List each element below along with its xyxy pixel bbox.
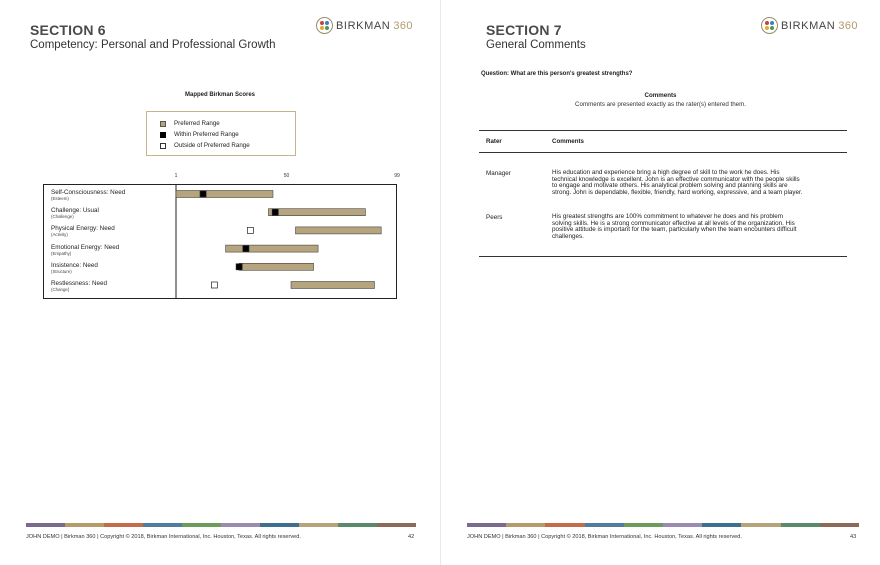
comment-line: positive attitude is important for the team, particularly when the team encounters difficult bbox=[552, 226, 797, 234]
footer-bar-segment bbox=[506, 523, 545, 527]
row-label bbox=[51, 225, 115, 237]
footer-text: JOHN DEMO | Birkman 360 | Copyright © 2018, Birkman International, Inc. Houston, Texas. All rights reserved. bbox=[26, 534, 301, 540]
birkman-logo bbox=[761, 17, 858, 34]
row-label-text: Self-Consciousness: Need bbox=[51, 189, 126, 196]
footer-bar-segment bbox=[26, 523, 65, 527]
row-label-text: Physical Energy: Need bbox=[51, 225, 115, 233]
row-label-sub: (Change) bbox=[51, 287, 70, 292]
logo-number: 360 bbox=[393, 19, 413, 32]
footer-text: JOHN DEMO | Birkman 360 | Copyright © 2018, Birkman International, Inc. Houston, Texas. All rights reserved. bbox=[467, 534, 742, 540]
footer-bar-segment bbox=[624, 523, 663, 527]
footer-bar-segment bbox=[820, 523, 859, 527]
legend-label: Within Preferred Range bbox=[174, 131, 239, 138]
footer-bar-segment bbox=[182, 523, 221, 527]
logo-number: 360 bbox=[838, 19, 858, 32]
comment-line: His education and experience bring a high degree of skill to the work he does. His bbox=[552, 169, 780, 176]
row-label bbox=[51, 189, 125, 201]
row-label-text: Insistence: Need bbox=[51, 261, 98, 269]
page-number: 43 bbox=[850, 534, 857, 540]
footer-bar-segment bbox=[663, 523, 702, 527]
footer-bar-segment bbox=[741, 523, 780, 527]
footer-bar-segment bbox=[702, 523, 741, 527]
axis-tick-label: 1 bbox=[174, 173, 178, 179]
footer-bar-segment bbox=[104, 523, 143, 527]
footer-bar-segment bbox=[545, 523, 584, 527]
table-bottom-rule bbox=[479, 256, 847, 257]
rater-name: Peers bbox=[486, 214, 503, 221]
legend-label: Preferred Range bbox=[174, 120, 220, 127]
row-label bbox=[51, 280, 107, 292]
comments-subtitle: Comments are presented exactly as the rater(s) entered them. bbox=[575, 101, 746, 108]
page-43 bbox=[441, 0, 880, 565]
axis-tick-label: 99 bbox=[394, 173, 400, 179]
table-top-rule bbox=[479, 130, 847, 131]
logo-word: BIRKMAN bbox=[781, 19, 836, 32]
comment-text bbox=[552, 170, 848, 196]
section-title: General Comments bbox=[486, 39, 586, 51]
logo-word: BIRKMAN bbox=[336, 19, 391, 32]
footer-bar-segment bbox=[377, 523, 416, 527]
comments-title: Comments bbox=[644, 92, 677, 99]
row-label-sub: (Empathy) bbox=[51, 250, 72, 256]
comment-line: challenges. bbox=[552, 232, 584, 240]
legend-label: Outside of Preferred Range bbox=[174, 142, 250, 149]
footer-bar-segment bbox=[467, 523, 506, 527]
axis-tick-label: 50 bbox=[283, 173, 290, 179]
rater-name: Manager bbox=[486, 170, 511, 177]
footer-bar-segment bbox=[143, 523, 182, 527]
column-header-rater: Rater bbox=[486, 138, 502, 145]
row-label bbox=[51, 262, 98, 274]
section-label: SECTION 7 bbox=[486, 22, 562, 38]
comment-line: solving skills. He is a strong communicator effective at all levels of the organization. His bbox=[552, 219, 795, 227]
footer-color-bar bbox=[467, 523, 859, 527]
row-label bbox=[51, 244, 119, 256]
footer-bar-segment bbox=[781, 523, 820, 527]
row-label-text: Challenge: Usual bbox=[51, 207, 99, 215]
row-label-text: Emotional Energy: Need bbox=[51, 243, 120, 251]
footer-bar-segment bbox=[260, 523, 299, 527]
comment-line: technical knowledge is excellent. John is an effective communicator with the people skills bbox=[552, 175, 800, 183]
section-title: Competency: Personal and Professional Growth bbox=[30, 39, 276, 51]
column-header-comments: Comments bbox=[552, 138, 584, 145]
footer-bar-segment bbox=[65, 523, 104, 527]
row-label-sub: (Activity) bbox=[51, 232, 68, 238]
comment-line: His greatest strengths are 100% commitment to whatever he does and his problem bbox=[552, 213, 784, 220]
footer-color-bar bbox=[26, 523, 416, 527]
comment-line: strong. John is dependable, flexible, friendly, hard working, expressive, and a team player. bbox=[552, 188, 803, 196]
row-label-sub: (Challenge) bbox=[51, 214, 74, 220]
table-header-rule bbox=[479, 152, 847, 153]
row-label bbox=[51, 207, 99, 219]
footer-bar-segment bbox=[299, 523, 338, 527]
section-label: SECTION 6 bbox=[30, 22, 106, 38]
comment-line: to engage and motivate others. His analytical problem solving and planning skills are bbox=[552, 182, 788, 190]
page-number: 42 bbox=[408, 534, 415, 540]
row-label-sub: (Esteem) bbox=[51, 196, 69, 201]
question-text: Question: What are this person's greatest strengths? bbox=[481, 71, 633, 77]
row-label-sub: (Structure) bbox=[51, 268, 72, 274]
chart-title: Mapped Birkman Scores bbox=[184, 92, 256, 98]
row-label-text: Restlessness: Need bbox=[51, 280, 107, 287]
footer-bar-segment bbox=[221, 523, 260, 527]
footer-bar-segment bbox=[585, 523, 624, 527]
logo-emblem-icon bbox=[761, 17, 778, 34]
comment-text bbox=[552, 214, 848, 240]
footer-bar-segment bbox=[338, 523, 377, 527]
